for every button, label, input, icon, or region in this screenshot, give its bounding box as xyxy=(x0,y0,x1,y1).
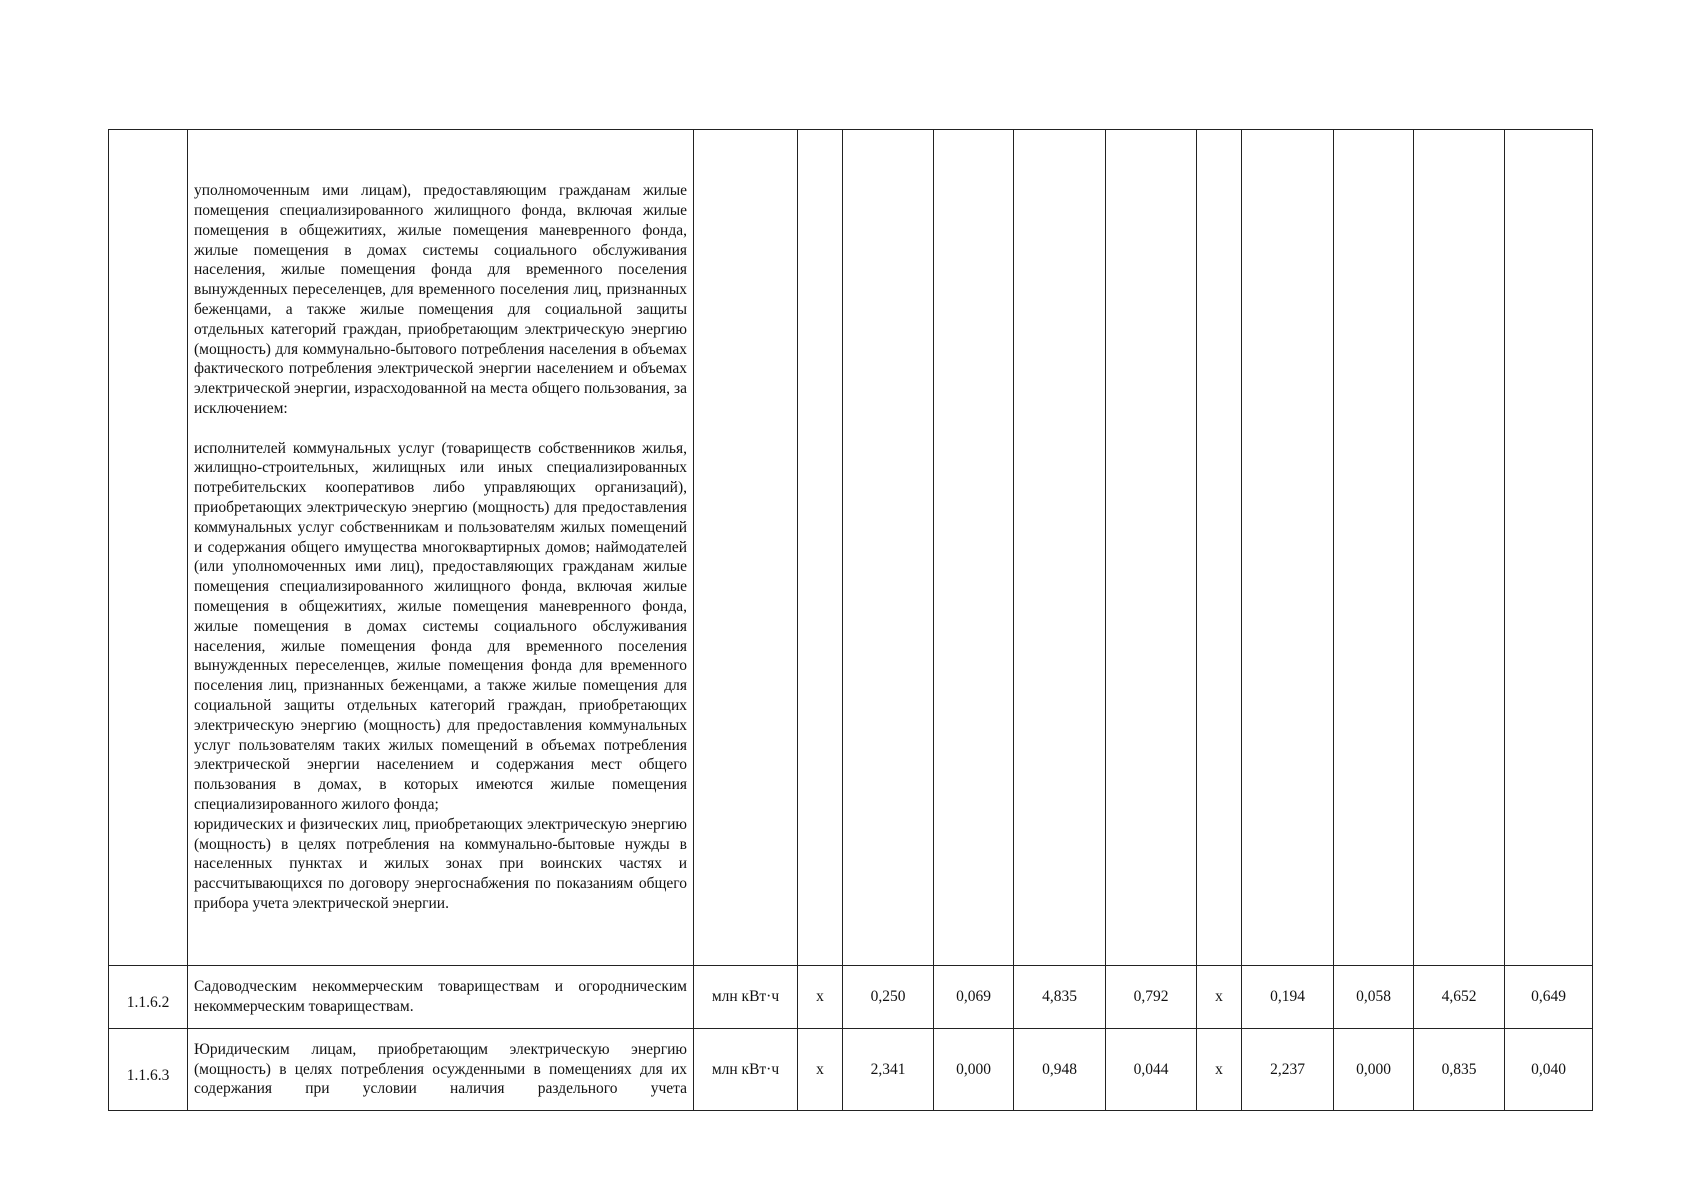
value-cell xyxy=(1505,130,1593,966)
value-cell xyxy=(1014,130,1106,966)
value-cell xyxy=(1334,130,1414,966)
value-cell: 0,058 xyxy=(1334,966,1414,1029)
table-row xyxy=(109,966,1593,1029)
value-cell: 0,044 xyxy=(1106,1029,1197,1111)
row-description-cell xyxy=(188,966,694,1029)
value-cell xyxy=(1106,130,1197,966)
value-cell: 0,040 xyxy=(1505,1029,1593,1111)
value-cell: 0,194 xyxy=(1242,966,1334,1029)
description-paragraph: уполномоченным ими лицам), предоставляющим гражданам жилые помещения специализированного жилищного фонда, включая жилые помещения в общежитиях, жилые помещения маневренного фонда, жилые помещения в домах системы социального обслуживания населения, жилые помещения фонда для временного поселения вынужденных переселенцев, для временного поселения лиц, признанных беженцами, а также жилые помещения для социальной защиты отдельных категорий граждан, приобретающим электрическую энергию (мощность) для коммунально-бытового потребления населения в объемах фактического потребления электрической энергии населением и объемах электрической энергии, израсходованной на места общего пользования, за исключением: xyxy=(194,182,687,418)
value-cell: х xyxy=(798,1029,843,1111)
description-paragraph: Садоводческим некоммерческим товариществам и огородническим некоммерческим товариществам. xyxy=(194,978,687,1015)
value-cell: 0,069 xyxy=(934,966,1014,1029)
value-cell xyxy=(843,130,934,966)
table-row xyxy=(109,130,1593,966)
paragraph-gap xyxy=(194,419,687,439)
value-cell: 0,792 xyxy=(1106,966,1197,1029)
row-description-cell xyxy=(188,130,694,966)
value-cell xyxy=(1414,130,1505,966)
value-cell: 4,835 xyxy=(1014,966,1106,1029)
value-cell xyxy=(1242,130,1334,966)
row-description-cell xyxy=(188,1029,694,1111)
description-paragraph: Юридическим лицам, приобретающим электрическую энергию (мощность) в целях потребления осужденными в помещениях для их содержания при условии наличия раздельного учета xyxy=(194,1040,687,1098)
value-cell: 4,652 xyxy=(1414,966,1505,1029)
row-number-cell: 1.1.6.3 xyxy=(109,1029,188,1111)
value-cell: 0,000 xyxy=(934,1029,1014,1111)
unit-cell xyxy=(694,130,798,966)
value-cell xyxy=(934,130,1014,966)
tariff-table xyxy=(108,129,1593,1111)
table-row xyxy=(109,1029,1593,1111)
value-cell: 0,948 xyxy=(1014,1029,1106,1111)
value-cell xyxy=(798,130,843,966)
value-cell xyxy=(1197,130,1242,966)
row-number-cell: 1.1.6.2 xyxy=(109,966,188,1029)
value-cell: 0,000 xyxy=(1334,1029,1414,1111)
value-cell: х xyxy=(798,966,843,1029)
value-cell: 0,250 xyxy=(843,966,934,1029)
unit-cell: млн кВт·ч xyxy=(694,1029,798,1111)
value-cell: 2,341 xyxy=(843,1029,934,1111)
description-paragraph: юридических и физических лиц, приобретающих электрическую энергию (мощность) в целях потребления на коммунально-бытовые нужды в населенных пунктах и жилых зонах при воинских частях и рассчитывающихся по договору энергоснабжения по показаниям общего прибора учета электрической энергии. xyxy=(194,815,687,912)
value-cell: х xyxy=(1197,966,1242,1029)
row-number-cell xyxy=(109,130,188,966)
value-cell: х xyxy=(1197,1029,1242,1111)
value-cell: 0,835 xyxy=(1414,1029,1505,1111)
value-cell: 2,237 xyxy=(1242,1029,1334,1111)
unit-cell: млн кВт·ч xyxy=(694,966,798,1029)
value-cell: 0,649 xyxy=(1505,966,1593,1029)
description-paragraph: исполнителей коммунальных услуг (товариществ собственников жилья, жилищно-строительных, жилищных или иных специализированных потребительских кооперативов либо управляющих организаций), приобретающих электрическую энергию (мощность) для предоставления коммунальных услуг собственникам и пользователям жилых помещений и содержания общего имущества многоквартирных домов; наймодателей (или уполномоченных ими лиц), предоставляющих гражданам жилые помещения специализированного жилищного фонда, включая жилые помещения в общежитиях, жилые помещения маневренного фонда, жилые помещения в домах системы социального обслуживания населения, жилые помещения фонда для временного поселения вынужденных переселенцев, жилые помещения фонда для временного поселения лиц, признанных беженцами, а также жилые помещения для социальной защиты отдельных категорий граждан, приобретающих электрическую энергию (мощность) для предоставления коммунальных услуг пользователям таких жилых помещений в объемах потребления электрической энергии населением и содержания мест общего пользования в домах, в которых имеются жилые помещения специализированного жилого фонда; xyxy=(194,439,687,813)
